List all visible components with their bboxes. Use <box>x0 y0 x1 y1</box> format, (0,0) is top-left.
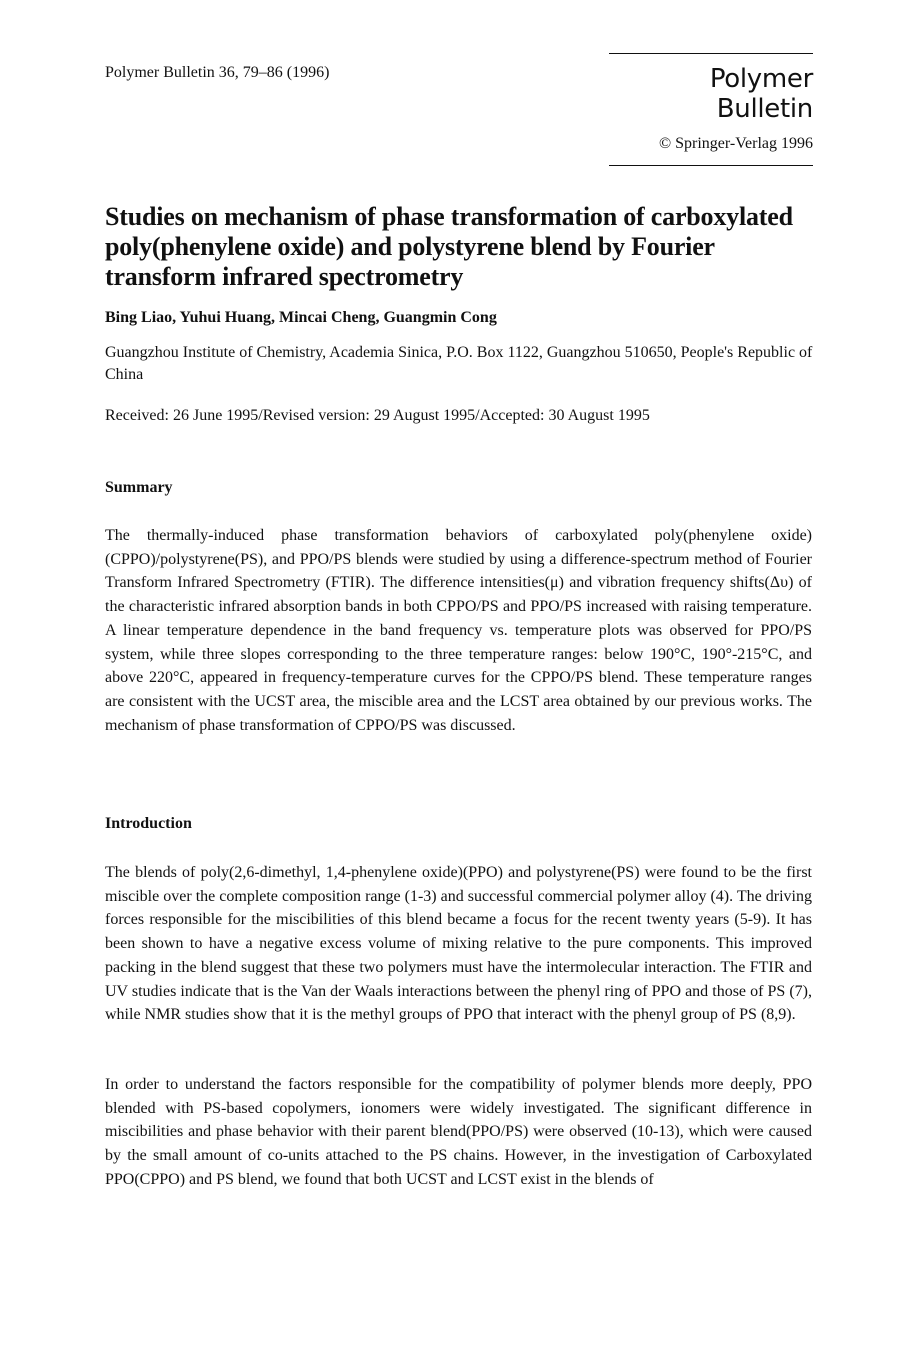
author-affiliation: Guangzhou Institute of Chemistry, Academia Sinica, P.O. Box 1122, Guangzhou 510650, People's Republic of China <box>105 344 813 383</box>
summary-heading: Summary <box>105 479 173 496</box>
copyright-notice: © Springer-Verlag 1996 <box>658 135 813 152</box>
introduction-paragraph-2: In order to understand the factors responsible for the compatibility of polymer blends more deeply, PPO blended with PS-based copolymers, ionomers were widely investigated. The significant difference in miscibilities and phase behavior with their parent blend(PPO/PS) were observed (10-13), which were caused by the small amount of co-units attached to the PS chains. However, in the investigation of Carboxylated PPO(CPPO) and PS blend, we found that both UCST and LCST exist in the blends of <box>105 1076 812 1188</box>
introduction-paragraph-1: The blends of poly(2,6-dimethyl, 1,4-phenylene oxide)(PPO) and polystyrene(PS) were found to be the first miscible over the complete composition range (1-3) and successful commercial polymer alloy (4). The driving forces responsible for the miscibilities of this blend became a focus for the recent twenty years (5-9). It has been shown to have a negative excess volume of mixing relative to the pure components. This improved packing in the blend suggest that these two polymers must have the intermolecular interaction. The FTIR and UV studies indicate that is the Van der Waals interactions between the phenyl ring of PPO and those of PS (7), while NMR studies show that it is the methyl groups of PPO that interact with the phenyl group of PS (8,9). <box>105 864 812 1024</box>
article-title: Studies on mechanism of phase transformation of carboxylated poly(phenylene oxide) and polystyrene blend by Fourier transform infrared spectrometry <box>105 202 793 291</box>
brand-bottom-rule <box>609 165 813 166</box>
journal-brand-name: Polymer Bulletin <box>709 64 813 124</box>
journal-reference: Polymer Bulletin 36, 79–86 (1996) <box>105 64 330 81</box>
received-dates: Received: 26 June 1995/Revised version: 29 August 1995/Accepted: 30 August 1995 <box>105 407 650 424</box>
author-list: Bing Liao, Yuhui Huang, Mincai Cheng, Guangmin Cong <box>105 309 497 326</box>
introduction-heading: Introduction <box>105 815 192 832</box>
summary-paragraph: The thermally-induced phase transformation behaviors of carboxylated poly(phenylene oxide)(CPPO)/polystyrene(PS), and PPO/PS blends were studied by using a difference-spectrum method of Fourier Transform Infrared Spectrometry (FTIR). The difference intensities(μ) and vibration frequency shifts(Δυ) of the characteristic infrared absorption bands in both CPPO/PS and PPO/PS increased with raising temperature. A linear temperature dependence in the band frequency vs. temperature plots was observed for PPO/PS system, while three slopes corresponding to the three temperature ranges: below 190°C, 190°-215°C, and above 220°C, appeared in frequency-temperature curves for the CPPO/PS blend. These temperature ranges are consistent with the UCST area, the miscible area and the LCST area obtained by our previous works. The mechanism of phase transformation of CPPO/PS was discussed. <box>105 527 812 734</box>
journal-brand-block <box>609 53 813 166</box>
brand-top-rule <box>609 53 813 54</box>
